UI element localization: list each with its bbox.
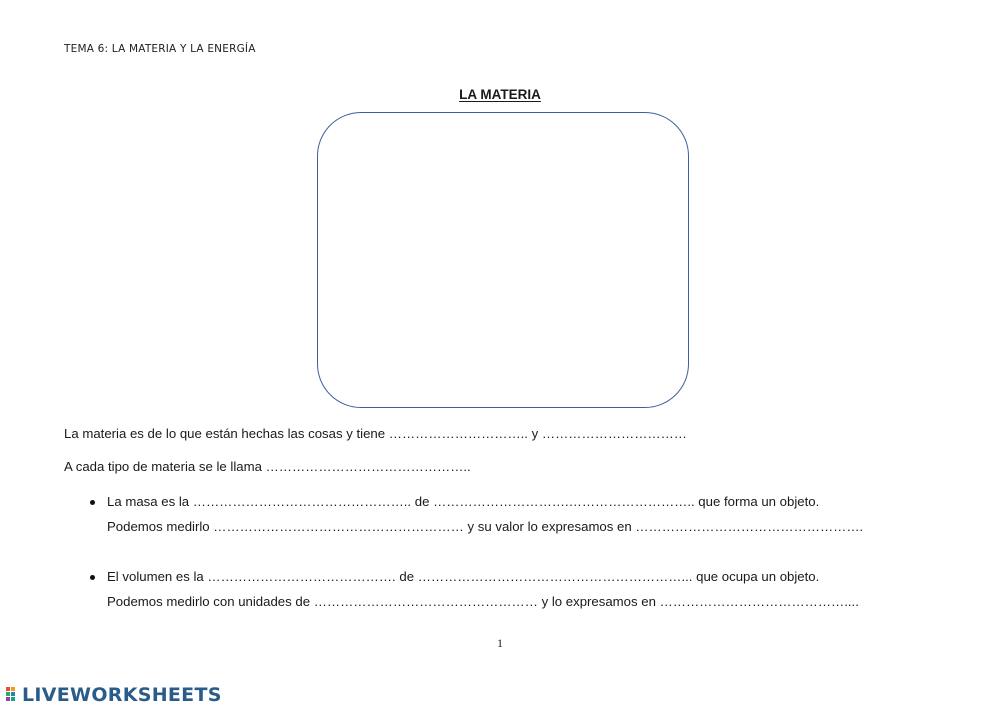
liveworksheets-logo-icon — [6, 687, 20, 704]
brand-text: LIVEWORKSHEETS — [22, 684, 222, 706]
sentence-volumen-definition: El volumen es la ……………………………………. de ……………………………………………………... que ocupa un objeto. — [107, 569, 820, 584]
sentence-masa-measure: Podemos medirlo ………………………………………………… y su valor lo expresamos en ……………………………………………. — [107, 519, 864, 534]
brand-logo — [6, 684, 222, 706]
page-title: LA MATERIA — [459, 87, 541, 102]
page-number: 1 — [497, 636, 503, 650]
bullet-volumen — [90, 575, 95, 580]
sentence-materia-properties: La materia es de lo que están hechas las cosas y tiene ………………………….. y …………………………… — [64, 426, 687, 441]
sentence-masa-definition: La masa es la ………………………………………….. de ………………………….……………………….. que forma un objeto. — [107, 494, 820, 509]
document-header: TEMA 6: LA MATERIA Y LA ENERGÍA — [64, 43, 256, 55]
sentence-volumen-measure: Podemos medirlo con unidades de …………………………………………… y lo expresamos en …………………………………….... — [107, 594, 859, 609]
drawing-box[interactable] — [317, 112, 689, 408]
bullet-masa — [90, 500, 95, 505]
sentence-materia-types: A cada tipo de materia se le llama ……………………………………….. — [64, 459, 471, 474]
